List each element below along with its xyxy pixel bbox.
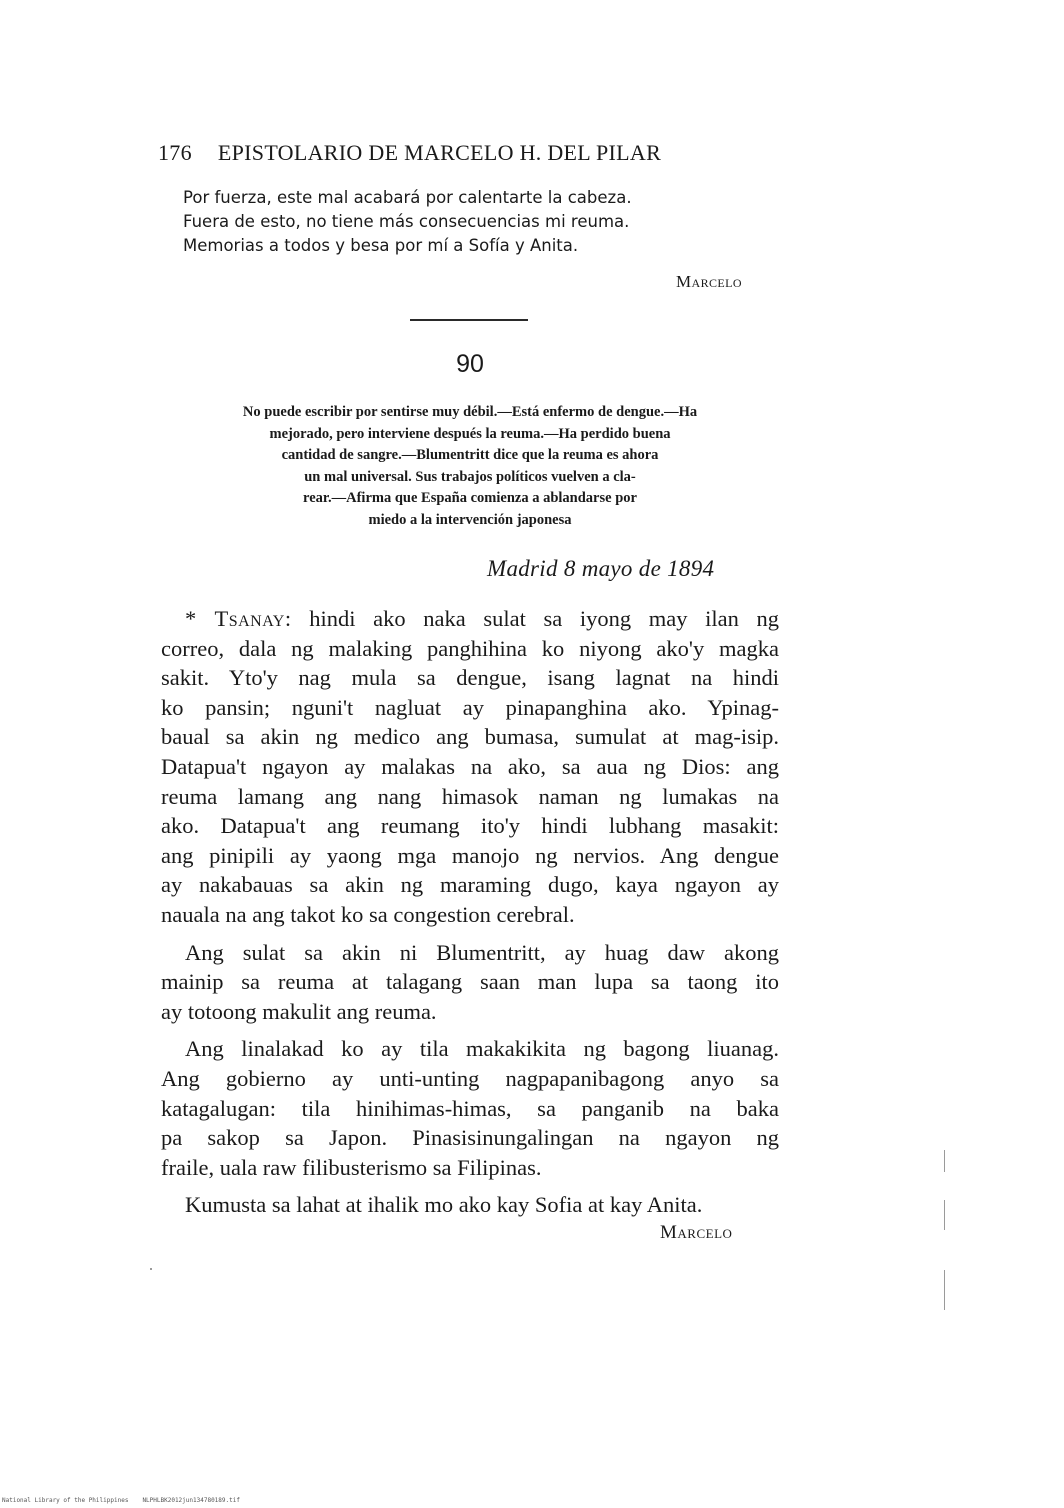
previous-letter-line: Fuera de esto, no tiene más consecuencias mi reuma.	[183, 212, 630, 231]
body-line: Ang sulat sa akin ni Blumentritt, ay huag daw akong	[185, 939, 779, 965]
body-line: mainip sa reuma at talagang saan man lupa sa taong ito	[161, 969, 779, 995]
scan-speck	[150, 1268, 152, 1270]
body-line: Ang linalakad ko ay tila makakikita ng bagong liuanag.	[185, 1036, 779, 1062]
summary-line: mejorado, pero interviene después la reuma.—Ha perdido buena	[269, 425, 671, 442]
previous-letter-line: Por fuerza, este mal acabará por calentarte la cabeza.	[183, 188, 632, 207]
body-line: baual sa akin ng medico ang bumasa, sumulat at mag-isip.	[161, 724, 779, 750]
body-line: ay totoong makulit ang reuma.	[161, 998, 437, 1024]
scan-footer	[2, 1497, 254, 1504]
scan-speck	[944, 1150, 945, 1172]
body-line: fraile, uala raw filibusterismo sa Filipinas.	[161, 1154, 542, 1180]
scan-speck	[944, 1270, 945, 1310]
letter-summary	[160, 402, 780, 531]
body-line: ay nakabauas sa akin ng maraming dugo, kaya ngayon ay	[161, 872, 779, 898]
letter-number	[0, 350, 940, 379]
letter-number-text: 90	[456, 350, 484, 378]
previous-letter-ending	[183, 186, 632, 258]
body-line: nauala na ang takot ko sa congestion cerebral.	[161, 901, 575, 927]
summary-line: un mal universal. Sus trabajos políticos vuelven a cla-	[304, 468, 636, 485]
paragraph-gap	[161, 1026, 779, 1034]
body-line: pa sakop sa Japon. Pinasisinungalingan na ngayon ng	[161, 1125, 779, 1151]
closing-line: Kumusta sa lahat at ihalik mo ako kay Sofia at kay Anita.	[185, 1192, 703, 1218]
letter-dateline: Madrid 8 mayo de 1894	[487, 556, 715, 581]
summary-line: No puede escribir por sentirse muy débil.—Está enfermo de dengue.—Ha	[242, 404, 698, 420]
body-line: ako. Datapua't ang reumang ito'y hindi lubhang masakit:	[161, 813, 779, 839]
summary-line: cantidad de sangre.—Blumentritt dice que la reuma es ahora	[281, 447, 659, 463]
paragraph-gap	[161, 1182, 779, 1190]
body-line: sakit. Yto'y nag mula sa dengue, isang lagnat na hindi	[161, 665, 779, 691]
previous-letter-signature: Marcelo	[676, 272, 742, 291]
body-line: ang pinipili ay yaong mga manojo ng nervios. Ang dengue	[161, 842, 779, 868]
running-title: EPISTOLARIO DE MARCELO H. DEL PILAR	[217, 140, 662, 165]
body-line-text: hindi ako naka sulat sa iyong may ilan ng	[291, 606, 779, 631]
body-line: reuma lamang ang nang himasok naman ng lumakas na	[161, 783, 779, 809]
scan-speck	[944, 1200, 945, 1230]
summary-line: miedo a la intervención japonesa	[368, 511, 572, 528]
footer-library: National Library of the Philippines	[2, 1497, 129, 1504]
footer-file-id: NLPHLBK2012jun134780189.tif	[142, 1497, 240, 1504]
body-line: katagalugan: tila hinihimas-himas, sa panganib na baka	[161, 1095, 779, 1121]
body-line: ko pansin; nguni't nagluat ay pinapanghina ako. Ypinag-	[161, 694, 779, 720]
previous-letter-line: Memorias a todos y besa por mí a Sofía y Anita.	[183, 236, 579, 255]
letter-signature: Marcelo	[660, 1222, 733, 1243]
summary-line: rear.—Afirma que España comienza a ablandarse por	[303, 490, 637, 506]
section-divider	[410, 319, 528, 321]
body-line: correo, dala ng malaking panghihina ko niyong ako'y magka	[161, 635, 779, 661]
running-header	[158, 140, 661, 166]
paragraph-gap	[161, 930, 779, 938]
letter-body	[161, 604, 779, 1220]
body-line: Datapua't ngayon ay malakas na ako, sa aua ng Dios: ang	[161, 753, 779, 779]
page-number: 176	[158, 140, 192, 165]
salutation: * Tsanay:	[185, 606, 292, 631]
body-line	[161, 604, 779, 634]
body-line: Ang gobierno ay unti-unting nagpapanibagong anyo sa	[161, 1065, 779, 1091]
